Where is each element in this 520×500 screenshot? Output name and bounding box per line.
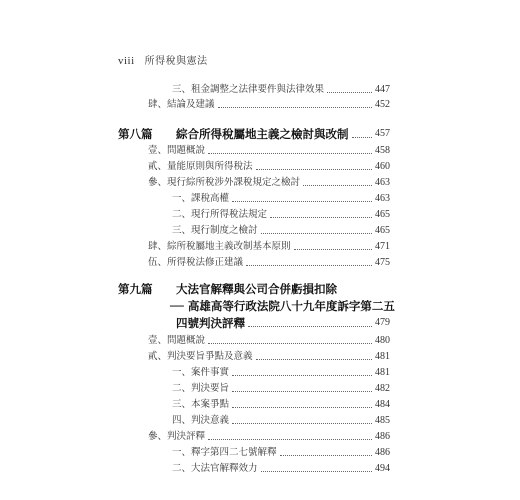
dot-leader (232, 375, 372, 376)
dot-leader (232, 201, 372, 202)
dot-leader (303, 185, 372, 186)
dot-leader (208, 343, 372, 344)
dot-leader (232, 407, 372, 408)
toc-entry[interactable] (148, 241, 390, 253)
toc-entry-page: 475 (375, 257, 390, 268)
toc-entry[interactable] (148, 99, 390, 111)
toc-entry-label: 伍、所得稅法修正建議 (148, 257, 244, 268)
toc-entry[interactable] (148, 351, 390, 363)
toc-entry[interactable] (172, 447, 390, 459)
toc-entry-page: 447 (375, 84, 390, 95)
running-header (118, 52, 208, 67)
toc-entry-page: 485 (375, 415, 390, 426)
toc-entry-page: 486 (375, 431, 390, 442)
toc-entry-page: 484 (375, 399, 390, 410)
dot-leader (208, 153, 372, 154)
toc-entry[interactable] (172, 399, 390, 411)
dot-leader (232, 391, 372, 392)
chapter-subtitle-end: 四號判決評釋 (176, 316, 245, 330)
toc-entry[interactable] (172, 463, 390, 475)
dot-leader (270, 217, 372, 218)
toc-entry[interactable] (148, 145, 390, 157)
toc-entry-label: 壹、問題概說 (148, 335, 206, 346)
chapter-number: 第八篇 (118, 127, 153, 141)
toc-entry[interactable] (172, 383, 390, 395)
toc-entry-page: 460 (375, 161, 390, 172)
toc-entry-page: 463 (375, 177, 390, 188)
toc-entry[interactable] (172, 209, 390, 221)
header-page-number: viii (118, 55, 135, 67)
toc-entry-label: 參、現行綜所稅涉外課稅規定之檢討 (148, 177, 301, 188)
chapter-subtitle: ── 高雄高等行政法院八十九年度訴字第二五 (170, 299, 395, 313)
toc-entry-label: 一、案件事實 (172, 367, 230, 378)
toc-chapter-heading[interactable] (118, 282, 337, 296)
chapter-number: 第九篇 (118, 282, 153, 296)
dot-leader (248, 326, 372, 327)
dot-leader (352, 137, 373, 138)
chapter-title: 大法官解釋與公司合併虧損扣除 (176, 282, 337, 296)
toc-entry-label: 二、判決要旨 (172, 383, 230, 394)
toc-entry-page: 494 (375, 463, 390, 474)
toc-entry-label: 一、釋字第四二七號解釋 (172, 447, 277, 458)
toc-entry[interactable] (148, 257, 390, 269)
dot-leader (246, 265, 372, 266)
toc-entry-label: 肆、綜所稅屬地主義改制基本原則 (148, 241, 291, 252)
toc-entry[interactable] (148, 161, 390, 173)
dot-leader (256, 359, 372, 360)
toc-entry-page: 481 (375, 351, 390, 362)
dot-leader (294, 249, 372, 250)
toc-entry-page: 480 (375, 335, 390, 346)
dot-leader (218, 107, 372, 108)
toc-entry[interactable] (148, 335, 390, 347)
dot-leader (327, 92, 372, 93)
toc-entry-label: 三、本案爭點 (172, 399, 230, 410)
toc-entry-label: 三、租金調整之法律要件與法律效果 (172, 84, 325, 95)
toc-entry[interactable] (172, 225, 390, 237)
toc-entry-label: 肆、結論及建議 (148, 99, 215, 110)
toc-entry-label: 壹、問題概說 (148, 145, 206, 156)
toc-entry-page: 486 (375, 447, 390, 458)
toc-entry-page: 463 (375, 193, 390, 204)
toc-entry-label: 貳、量能原則與所得稅法 (148, 161, 253, 172)
dot-leader (232, 423, 372, 424)
toc-entry-page: 458 (375, 145, 390, 156)
chapter-subtitle-line[interactable] (176, 316, 390, 330)
toc-entry-page: 481 (375, 367, 390, 378)
toc-entry-label: 一、課稅高權 (172, 193, 230, 204)
toc-entry[interactable] (148, 177, 390, 189)
toc-entry-label: 三、現行制度之檢討 (172, 225, 258, 236)
toc-entry-page: 482 (375, 383, 390, 394)
chapter-page: 457 (375, 128, 390, 139)
dot-leader (208, 439, 372, 440)
toc-entry-page: 471 (375, 241, 390, 252)
header-book-title: 所得稅與憲法 (144, 56, 208, 67)
toc-entry[interactable] (172, 193, 390, 205)
toc-entry-label: 參、判決評釋 (148, 431, 206, 442)
toc-chapter-heading[interactable] (118, 127, 390, 141)
toc-entry-page: 465 (375, 225, 390, 236)
toc-entry[interactable] (172, 367, 390, 379)
dot-leader (261, 233, 372, 234)
toc-entry[interactable] (148, 431, 390, 443)
toc-entry-page: 465 (375, 209, 390, 220)
toc-entry[interactable] (172, 415, 390, 427)
toc-entry-label: 四、判決意義 (172, 415, 230, 426)
dot-leader (261, 471, 372, 472)
dot-leader (280, 455, 372, 456)
toc-entry[interactable] (172, 84, 390, 96)
toc-entry-page: 452 (375, 99, 390, 110)
toc-entry-label: 二、大法官解釋效力 (172, 463, 258, 474)
dot-leader (256, 169, 372, 170)
chapter-page: 479 (375, 317, 390, 328)
chapter-title: 綜合所得稅屬地主義之檢討與改制 (176, 127, 349, 141)
toc-entry-label: 貳、判決要旨爭點及意義 (148, 351, 253, 362)
toc-entry-label: 二、現行所得稅法規定 (172, 209, 268, 220)
